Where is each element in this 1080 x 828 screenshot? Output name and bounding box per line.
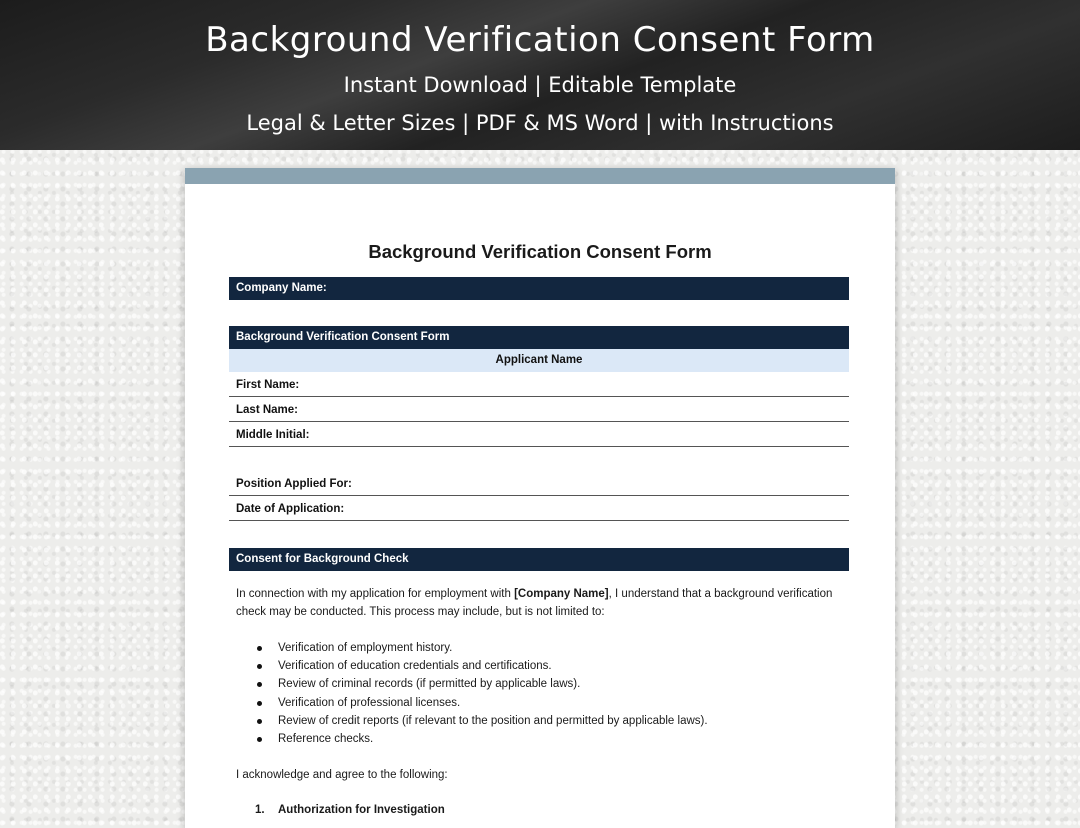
list-item-text: Reference checks. [278,732,374,745]
banner-subtitle-download: Instant Download | Editable Template [343,73,737,97]
date-of-application-field[interactable]: Date of Application: [229,497,849,521]
document-page [185,168,895,828]
section-header-consent-check: Consent for Background Check [229,548,849,571]
section-header-consent-form: Background Verification Consent Form [229,326,849,349]
applicant-name-subheader: Applicant Name [229,349,849,372]
page-top-accent [185,168,895,184]
list-item [255,730,708,748]
intro-company-placeholder: [Company Name] [514,588,609,600]
list-item-text: Review of credit reports (if relevant to the position and permitted by applicable laws). [278,714,708,727]
bullet-icon [257,682,262,687]
list-item [255,712,708,730]
middle-initial-field[interactable]: Middle Initial: [229,423,849,447]
document-title: Background Verification Consent Form [368,241,712,262]
list-item-text: Review of criminal records (if permitted by applicable laws). [278,678,581,691]
bullet-icon [257,701,262,706]
consent-intro-paragraph [236,585,836,621]
bullet-icon [257,737,262,742]
intro-text-start: In connection with my application for employment with [236,588,515,600]
intro-text-end: , I understand that a background verification check may be conducted. This process may include, but is not limited to: [236,588,833,618]
list-item-text: Verification of education credentials and certifications. [278,660,552,673]
company-name-bar: Company Name: [229,277,849,300]
last-name-field[interactable]: Last Name: [229,398,849,422]
list-item [255,694,708,712]
list-item [255,657,708,675]
list-item [255,801,445,819]
verification-list [255,639,708,748]
position-applied-field[interactable]: Position Applied For: [229,472,849,496]
list-item-text: Verification of employment history. [278,642,453,654]
bullet-icon [257,719,262,724]
acknowledge-text: I acknowledge and agree to the following: [236,769,448,781]
first-name-field[interactable]: First Name: [229,373,849,397]
banner-title: Background Verification Consent Form [205,20,875,60]
list-item-text: Verification of professional licenses. [278,696,461,709]
header-banner [0,0,1080,150]
banner-subtitle-formats: Legal & Letter Sizes | PDF & MS Word | with Instructions [246,111,834,135]
bullet-icon [257,664,262,669]
list-item [255,639,708,657]
list-item-text: Authorization for Investigation [278,804,445,816]
list-item [255,675,708,693]
bullet-icon [257,646,262,651]
agreement-list [255,801,445,819]
list-item-number: 1. [255,804,265,816]
